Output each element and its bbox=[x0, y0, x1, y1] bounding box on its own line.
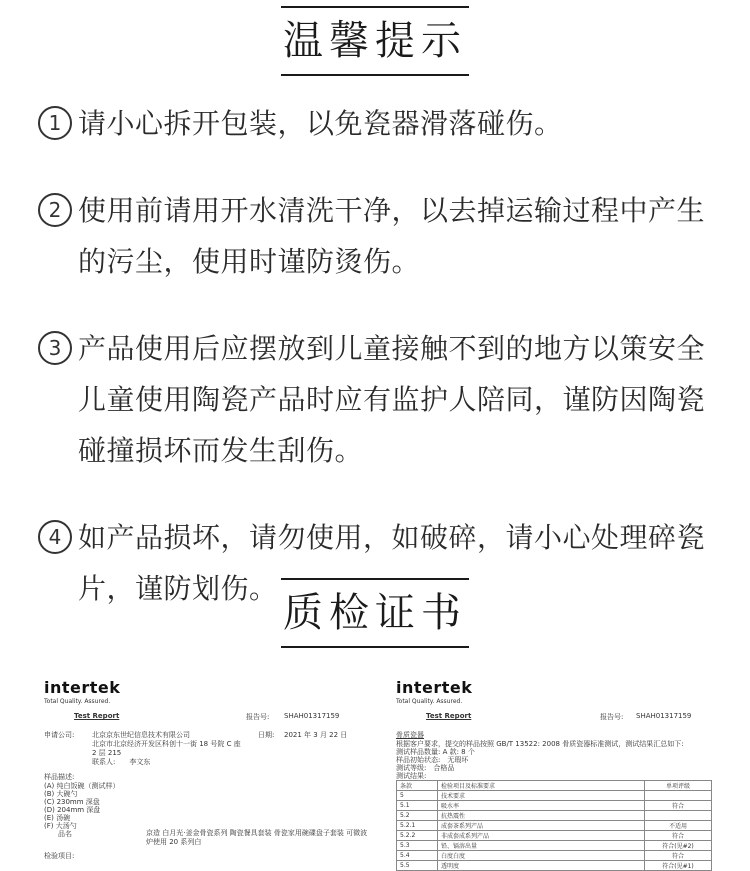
report-heading: Test Report bbox=[74, 712, 120, 720]
tip-number-badge: 1 bbox=[38, 106, 72, 140]
certificate-title-block bbox=[0, 580, 750, 644]
report-line: 测试等级: 合格品 bbox=[396, 764, 455, 772]
table-row bbox=[397, 861, 712, 871]
table-cell: 符合 bbox=[645, 851, 712, 861]
sample-item: (C) 230mm 深盘 bbox=[44, 798, 100, 806]
table-cell: 白度白度 bbox=[438, 851, 645, 861]
applicant-line: 北京京东世纪信息技术有限公司 bbox=[92, 731, 190, 739]
table-header-cell: 单项评级 bbox=[645, 781, 712, 791]
product-text: 京造 白月光·釜金骨瓷系列 陶瓷餐具套装 骨瓷家用碗碟盘子套装 可微波炉使用 20 系列白 bbox=[146, 829, 368, 846]
table-cell: 吸水率 bbox=[438, 801, 645, 811]
report-no-label: 报告号: bbox=[246, 713, 270, 721]
title-rule-top bbox=[281, 578, 469, 580]
title-rule-bottom bbox=[281, 646, 469, 648]
table-row bbox=[397, 851, 712, 861]
contact: 联系人: 李文东 bbox=[92, 758, 151, 766]
table-cell: 成套茶系列产品 bbox=[438, 821, 645, 831]
table-cell: 5.4 bbox=[397, 851, 438, 861]
tip-number-badge: 3 bbox=[38, 331, 72, 365]
table-cell: 符合 bbox=[645, 831, 712, 841]
tip-text: 使用前请用开水清洗干净，以去掉运输过程中产生的污尘，使用时谨防烫伤。 bbox=[78, 194, 706, 278]
report-line: 根据客户要求，提交的样品按照 GB/T 13522: 2008 骨质瓷器标准测试，测试结果汇总如下: bbox=[396, 740, 684, 748]
table-row bbox=[397, 791, 712, 801]
title-rule-top bbox=[281, 6, 469, 8]
tip-item bbox=[38, 98, 718, 149]
table-cell: 抗热震性 bbox=[438, 811, 645, 821]
date-label: 日期: bbox=[258, 731, 275, 739]
table-cell bbox=[645, 811, 712, 821]
table-row bbox=[397, 811, 712, 821]
sample-label: 样品描述: bbox=[44, 773, 75, 781]
table-cell: 符合(见#2) bbox=[645, 841, 712, 851]
applicant-label: 申请公司: bbox=[44, 731, 75, 739]
table-cell bbox=[645, 791, 712, 801]
table-cell: 5.2.2 bbox=[397, 831, 438, 841]
table-row bbox=[397, 801, 712, 811]
table-cell: 技术要求 bbox=[438, 791, 645, 801]
table-cell: 5 bbox=[397, 791, 438, 801]
table-cell: 5.2.1 bbox=[397, 821, 438, 831]
logo-tagline: Total Quality. Assured. bbox=[396, 698, 463, 705]
sample-item: (E) 汤碗 bbox=[44, 814, 71, 822]
tip-text: 请小心拆开包装，以免瓷器滑落碰伤。 bbox=[78, 107, 563, 140]
table-cell: 符合(见#1) bbox=[645, 861, 712, 871]
sample-item: (A) 纯白饭碗（测试样） bbox=[44, 782, 120, 790]
test-report-page-1 bbox=[44, 660, 384, 858]
certificate-title-wrap bbox=[281, 580, 469, 644]
test-report-page-2 bbox=[396, 660, 736, 870]
report-heading: Test Report bbox=[426, 712, 472, 720]
table-cell: 5.5 bbox=[397, 861, 438, 871]
tip-text: 产品使用后应摆放到儿童接触不到的地方以策安全儿童使用陶瓷产品时应有监护人陪同，谨防因陶瓷碰撞损坏而发生刮伤。 bbox=[78, 332, 706, 467]
table-cell: 5.3 bbox=[397, 841, 438, 851]
table-row bbox=[397, 821, 712, 831]
test-reports bbox=[0, 660, 750, 870]
tip-number-badge: 4 bbox=[38, 520, 72, 554]
report-no: SHAH01317159 bbox=[636, 712, 692, 720]
report-date: 2021 年 3 月 22 日 bbox=[284, 731, 348, 739]
notice-title: 温馨提示 bbox=[283, 18, 467, 64]
sample-item: (D) 204mm 深盘 bbox=[44, 806, 101, 814]
table-cell: 非成套成系列产品 bbox=[438, 831, 645, 841]
report-line: 测试样品数量: A 款: 8 个 bbox=[396, 748, 475, 756]
tip-text: 如产品损坏，请勿使用，如破碎，请小心处理碎瓷片，谨防划伤。 bbox=[78, 521, 706, 605]
table-cell: 铅、镉溶出量 bbox=[438, 841, 645, 851]
applicant-line: 2 层 215 bbox=[92, 749, 122, 757]
applicant-line: 北京市北京经济开发区科创十一街 18 号院 C 座 bbox=[92, 740, 241, 748]
report-no: SHAH01317159 bbox=[284, 712, 340, 720]
table-cell: 5.1 bbox=[397, 801, 438, 811]
title-rule-bottom bbox=[281, 74, 469, 76]
intertek-logo: intertek bbox=[44, 678, 121, 697]
table-cell: 符合 bbox=[645, 801, 712, 811]
table-header-cell: 条款 bbox=[397, 781, 438, 791]
table-cell: 不适用 bbox=[645, 821, 712, 831]
sample-item: (B) 大碗勺 bbox=[44, 790, 78, 798]
section-title: 骨质瓷器 bbox=[396, 731, 424, 739]
table-row bbox=[397, 831, 712, 841]
table-cell: 透明度 bbox=[438, 861, 645, 871]
tips-list bbox=[38, 98, 718, 650]
report-line: 测试结果: bbox=[396, 772, 427, 780]
inspection-items-label: 检验项目: bbox=[44, 852, 75, 860]
tip-item bbox=[38, 185, 718, 287]
table-row bbox=[397, 841, 712, 851]
certificate-title: 质检证书 bbox=[283, 590, 467, 636]
notice-title-block bbox=[0, 8, 750, 72]
table-cell: 5.2 bbox=[397, 811, 438, 821]
notice-title-wrap bbox=[281, 8, 469, 72]
test-results-table bbox=[396, 780, 712, 871]
report-no-label: 报告号: bbox=[600, 713, 624, 721]
table-header-cell: 检验项目及标准要求 bbox=[438, 781, 645, 791]
product-label: 品名 bbox=[58, 830, 72, 838]
report-line: 样品初始状态: 无瑕坏 bbox=[396, 756, 469, 764]
tip-number-badge: 2 bbox=[38, 193, 72, 227]
intertek-logo: intertek bbox=[396, 678, 473, 697]
tip-item bbox=[38, 323, 718, 476]
table-header-row bbox=[397, 781, 712, 791]
logo-tagline: Total Quality. Assured. bbox=[44, 698, 111, 705]
sample-item: (F) 大汤勺 bbox=[44, 822, 77, 830]
